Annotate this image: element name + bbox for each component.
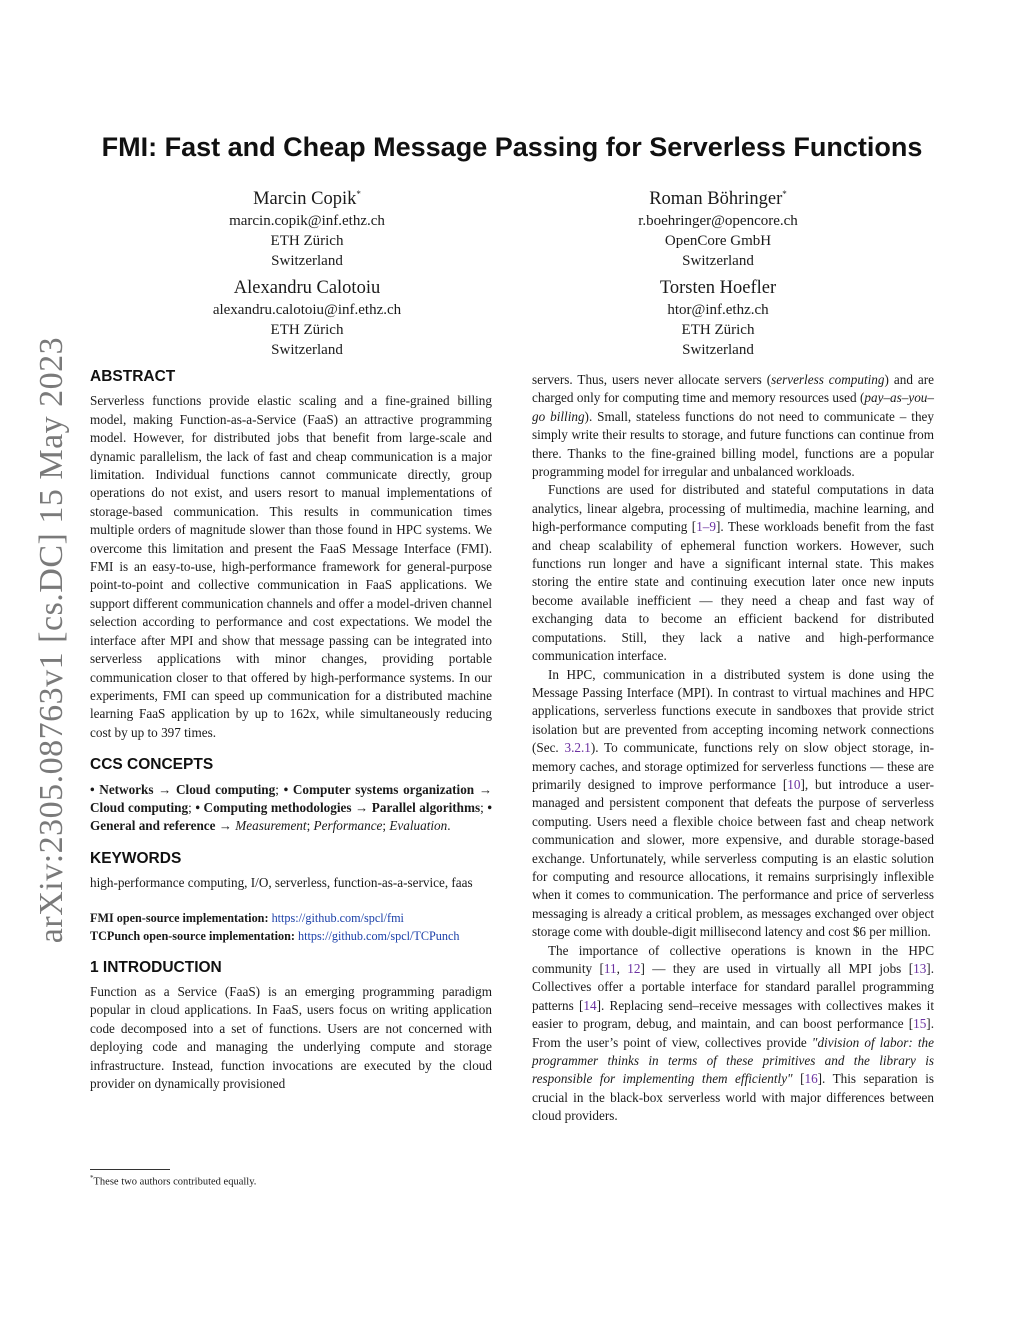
text-run: ). Small, stateless functions do not need to communicate – they simply write their results to storage, and future functions can continue from there. Thanks to the fine-grained billing model, functions are a popular programming model for irregular and unbalanced workloads. bbox=[532, 408, 935, 480]
author-block bbox=[147, 276, 467, 360]
text-run: ). To communicate, functions rely on slow object storage, in-memory caches, and storage optimized for serverless functions — these are primarily designed to improve performance [ bbox=[532, 740, 934, 792]
footnote bbox=[90, 1174, 256, 1188]
ccs-subconcept: Performance bbox=[313, 818, 383, 834]
text-run: ]. From the user’s point of view, collectives provide bbox=[532, 1016, 934, 1050]
text-run: , bbox=[616, 961, 628, 976]
keywords-text: high-performance computing, I/O, serverless, function-as-a-service, faas bbox=[90, 875, 473, 891]
author-affiliation: OpenCore GmbH bbox=[664, 233, 772, 250]
author-country: Switzerland bbox=[271, 253, 343, 270]
introduction-text: Function as a Service (FaaS) is an emerging programming paradigm popular in cloud applications. In FaaS, users focus on writing application code decomposed into a set of functions. Users are not concerned with deploying code and managing the underlying compute and storage infrastructure. Instead, function invocations are executed by the cloud provider on dynamically provisioned bbox=[90, 983, 492, 1091]
ccs-heading: CCS CONCEPTS bbox=[90, 756, 214, 774]
paper-title: FMI: Fast and Cheap Message Passing for Serverless Functions bbox=[101, 132, 923, 162]
text-run: ) and are charged only for computing time and memory resources used ( bbox=[532, 372, 934, 406]
ccs-concept: • Computing methodologies → Parallel algorithms bbox=[195, 799, 481, 815]
author-affiliation: ETH Zürich bbox=[681, 322, 755, 338]
ccs-subconcept: Evaluation bbox=[389, 818, 448, 834]
abstract-text: Serverless functions provide elastic scaling and a fine-grained billing model, making Function-as-a-Service (FaaS) an attractive programming model. However, for distributed jobs that benefit from large-scale and dynamic parallelism, the lack of fast and cheap communication is a major limitation. Individual functions cannot communicate directly, group operations do not exist, and users resort to manual implementations of storage-based communication. This results in communication times multiple orders of magnitude slower than those found in HPC systems. We overcome this limitation and present the FaaS Message Interface (FMI). FMI is an easy-to-use, high-performance framework for general-purpose point-to-point and collective communication in FaaS applications. We support different communication channels and offer a model-driven channel selection according to performance and cost expectations. We model the interface after MPI and show that message passing can be integrated into serverless applications with minor changes, providing portable communication closer to that offered by high-performance systems. In our experiments, FMI can speed up communication for a distributed machine learning FaaS application by up to 162x, while simultaneously reducing cost by up to 397 times. bbox=[90, 393, 492, 740]
author-name: Marcin Copik bbox=[253, 189, 357, 210]
ccs-section bbox=[90, 756, 492, 836]
footnote-mark: * bbox=[90, 1174, 94, 1182]
oss-label: FMI open-source implementation: bbox=[90, 910, 269, 925]
ccs-separator: ; bbox=[306, 818, 314, 834]
citation-link[interactable]: 10 bbox=[787, 776, 801, 792]
ccs-separator: ; bbox=[480, 799, 488, 815]
author-email[interactable]: r.boehringer@opencore.ch bbox=[638, 213, 798, 230]
ccs-separator: ; bbox=[382, 818, 390, 834]
citation-link[interactable]: 1–9 bbox=[696, 519, 716, 535]
text-run: servers. Thus, users never allocate servers ( bbox=[532, 372, 772, 387]
author-block bbox=[558, 276, 878, 360]
author-block bbox=[558, 182, 878, 271]
emphasis: serverless computing bbox=[771, 372, 885, 387]
open-source-links bbox=[90, 909, 492, 945]
equal-contribution-mark: * bbox=[356, 189, 361, 199]
ccs-concept: • Computer systems organization → Cloud computing bbox=[90, 781, 493, 815]
text-run: In HPC, communication in a distributed system is done using the Message Passing Interface (MPI). In contrast to virtual machines and HPC applications, serverless functions execute in sandboxes that provide strict isolation but are prevented from accepting incoming network connections (Sec. bbox=[532, 666, 934, 756]
ccs-text bbox=[90, 781, 492, 836]
right-column bbox=[532, 371, 934, 1126]
author-email[interactable]: marcin.copik@inf.ethz.ch bbox=[229, 213, 385, 230]
text-run: The importance of collective operations is known in the HPC community [ bbox=[532, 942, 934, 976]
equal-contribution-mark: * bbox=[782, 189, 787, 199]
introduction-section bbox=[90, 959, 492, 1094]
author-block bbox=[147, 182, 467, 271]
citation-link[interactable]: 14 bbox=[583, 997, 597, 1013]
author-affiliation: ETH Zürich bbox=[270, 322, 344, 338]
citation-link[interactable]: 11 bbox=[603, 961, 617, 976]
paragraph bbox=[532, 942, 934, 1126]
ccs-separator: ; bbox=[275, 781, 284, 797]
left-column bbox=[90, 368, 492, 1093]
text-run: ], but introduce a user-managed and persistent component that defeats the purpose of serverless computing. Users need a flexible choice between fast and cheap network communication and slower, more expensive, and durable storage-based exchange. Unfortunately, while serverless computing is an elastic solution for computing and resource allocations, it remains surprisingly inflexible when it comes to communication. The performance and price of serverless messaging is already a critical problem, as messages exchanged over object storage come with double-digit millisecond latency and cost $6 per million. bbox=[532, 776, 934, 940]
paragraph bbox=[532, 481, 934, 665]
text-run: ]. Collectives offer a portable interface for standard parallel programming patterns [ bbox=[532, 961, 934, 1013]
arxiv-identifier: arXiv:2305.08763v1 [cs.DC] 15 May 2023 bbox=[33, 336, 70, 944]
author-country: Switzerland bbox=[271, 342, 343, 358]
author-email[interactable]: alexandru.calotoiu@inf.ethz.ch bbox=[212, 302, 402, 318]
text-run: ]. This separation is crucial in the black-box serverless world with major differences between cloud providers. bbox=[532, 1071, 934, 1124]
text-run: ] — they are used in virtually all MPI jobs [ bbox=[640, 961, 914, 976]
ccs-concept: • Networks → Cloud computing bbox=[90, 781, 276, 797]
author-country: Switzerland bbox=[682, 253, 754, 270]
keywords-section bbox=[90, 850, 492, 893]
footnote-text: These two authors contributed equally. bbox=[93, 1176, 257, 1188]
oss-line bbox=[90, 909, 492, 927]
author-country: Switzerland bbox=[682, 342, 754, 358]
ccs-separator: ; bbox=[188, 799, 196, 815]
ccs-end: . bbox=[447, 818, 451, 834]
section-ref-link[interactable]: 3.2.1 bbox=[564, 740, 591, 756]
author-name: Torsten Hoefler bbox=[659, 278, 777, 298]
oss-link[interactable]: https://github.com/spcl/fmi bbox=[271, 910, 404, 925]
citation-link[interactable]: 13 bbox=[913, 961, 927, 976]
text-run: ]. These workloads benefit from the fast and cheap scalability of ephemeral function workers. However, such functions run longer and have a significant internal state. This makes storing the entire state and continuing execution later once new inputs become available inefficient — they need a cheap and fast way of exchanging data to become an efficient backend for distributed computations. Still, they lack a native and high-performance communication interface. bbox=[532, 519, 934, 664]
text-run: [ bbox=[792, 1071, 805, 1087]
footnote-rule bbox=[90, 1169, 170, 1170]
citation-link[interactable]: 16 bbox=[804, 1071, 818, 1087]
author-name: Alexandru Calotoiu bbox=[233, 278, 381, 298]
text-run: ]. Replacing send–receive messages with collectives makes it easier to program, debug, and maintain, and can boost performance [ bbox=[532, 997, 935, 1032]
emphasis: pay–as–you–go billing bbox=[532, 390, 934, 424]
ccs-concept: • General and reference bbox=[90, 799, 492, 834]
ccs-arrow: → bbox=[215, 818, 236, 834]
introduction-heading: 1 INTRODUCTION bbox=[90, 958, 222, 976]
author-affiliation: ETH Zürich bbox=[270, 233, 344, 250]
ccs-subconcept: Measurement bbox=[235, 818, 307, 834]
oss-line bbox=[90, 927, 492, 945]
oss-label: TCPunch open-source implementation: bbox=[90, 928, 295, 943]
paragraph bbox=[532, 371, 934, 481]
citation-link[interactable]: 12 bbox=[627, 961, 641, 976]
citation-link[interactable]: 15 bbox=[913, 1016, 927, 1032]
quotation: "division of labor: the programmer thinks in terms of these primitives and the library is responsible for implementing them efficiently" bbox=[532, 1034, 934, 1087]
keywords-heading: KEYWORDS bbox=[90, 849, 182, 867]
oss-link[interactable]: https://github.com/spcl/TCPunch bbox=[297, 928, 460, 943]
text-run: Functions are used for distributed and stateful computations in data analytics, linear algebra, processing of multimedia, machine learning, and high-performance computing [ bbox=[532, 482, 934, 535]
author-email[interactable]: htor@inf.ethz.ch bbox=[667, 302, 769, 318]
abstract-heading: ABSTRACT bbox=[90, 368, 176, 385]
paragraph bbox=[532, 666, 934, 942]
author-name: Roman Böhringer bbox=[649, 189, 783, 210]
